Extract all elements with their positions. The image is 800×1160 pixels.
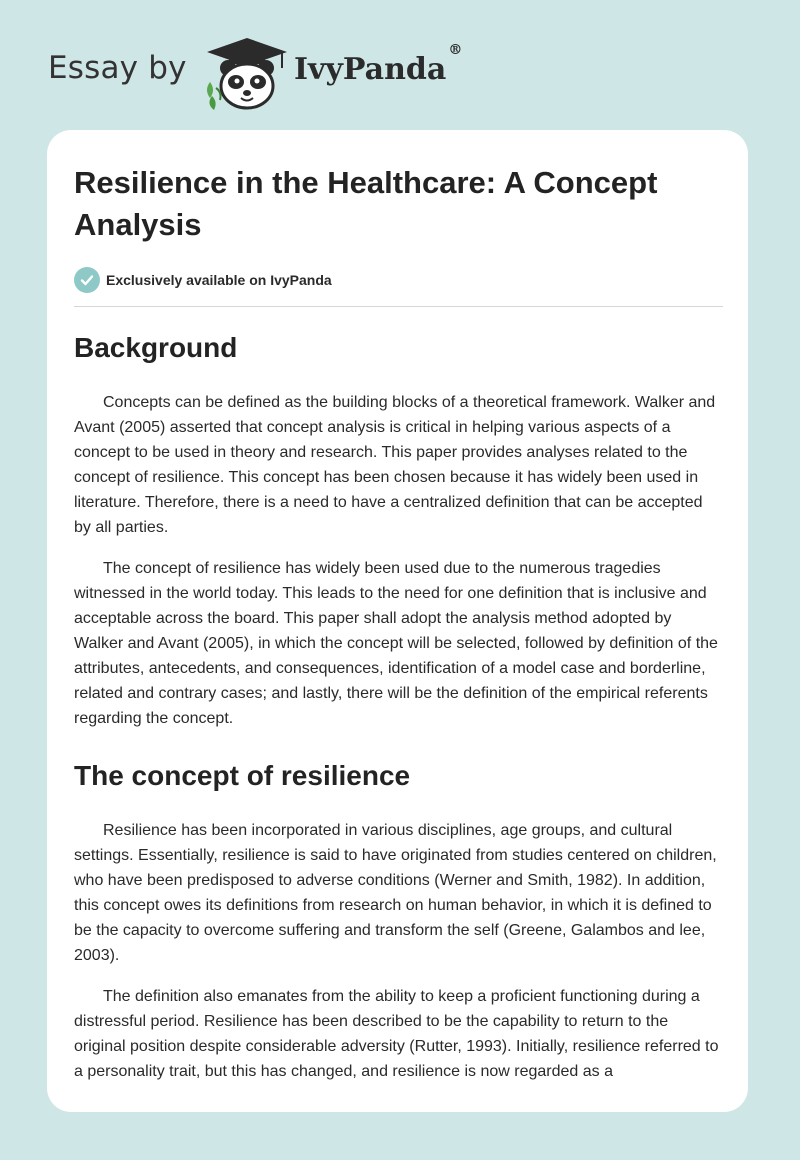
exclusive-text: Exclusively available on IvyPanda <box>106 272 332 288</box>
exclusive-badge <box>74 266 723 294</box>
section-heading-concept: The concept of resilience <box>74 760 411 791</box>
divider <box>74 306 723 307</box>
brand-name[interactable]: IvyPanda® <box>294 42 463 87</box>
paragraph: Concepts can be defined as the building blocks of a theoretical framework. Walker and Avant (2005) asserted that concept analysis is critical in helping various aspects of a concept to be used in theory and research. This paper provides analyses related to the concept of resilience. This concept has been chosen because it has widely been used in literature. Therefore, there is a need to have a centralized definition that can be accepted by all parties. <box>74 394 716 536</box>
section-heading-background: Background <box>74 332 238 363</box>
site-header <box>48 36 748 112</box>
essay-by-label: Essay by <box>48 50 187 86</box>
article-title: Resilience in the Healthcare: A Concept Analysis <box>74 165 658 242</box>
registered-mark: ® <box>448 42 463 58</box>
article-card <box>47 130 748 1112</box>
paragraph: The concept of resilience has widely been used due to the numerous tragedies witnessed in the world today. This leads to the need for one definition that is inclusive and acceptable across the board. This paper shall adopt the analysis method adopted by Walker and Avant (2005), in which the concept will be selected, followed by definition of the attributes, antecedents, and consequences, identification of a model case and borderline, related and contrary cases; and lastly, there will be the definition of the empirical referents regarding the concept. <box>74 560 718 727</box>
paragraph: The definition also emanates from the ability to keep a proficient functioning during a distressful period. Resilience has been described to be the capability to return to the original position despite considerable adversity (Rutter, 1993). Initially, resilience referred to a personality trait, but this has changed, and resilience is now regarded as a <box>74 988 719 1080</box>
check-icon <box>74 267 100 293</box>
panda-logo-icon[interactable] <box>202 36 292 112</box>
paragraph: Resilience has been incorporated in various disciplines, age groups, and cultural settings. Essentially, resilience is said to have originated from studies centered on children, who have been predisposed to adverse conditions (Werner and Smith, 1982). In addition, this concept owes its definitions from research on human behavior, in which it is defined to be the capacity to overcome suffering and transform the self (Greene, Galambos and lee, 2003). <box>74 822 717 964</box>
